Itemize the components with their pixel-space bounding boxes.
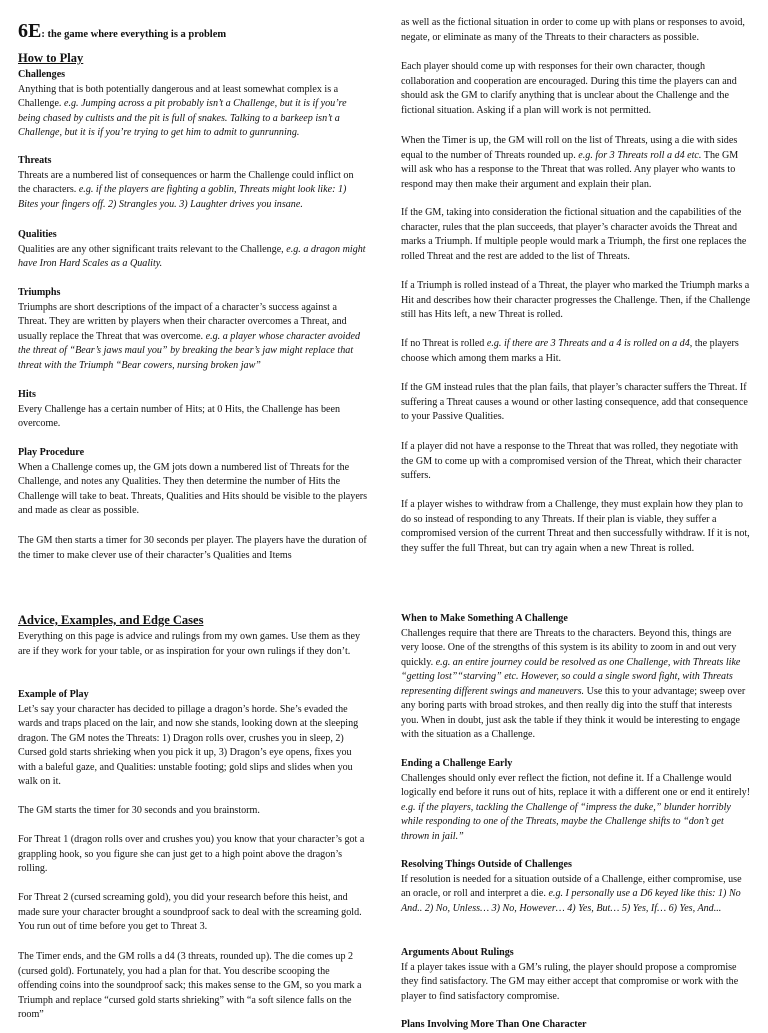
rt-p8: If a player did not have a response to the Threat that was rolled, they negotiate with the GM to come up with a compromised version of the Threat, which their character suffers.: [401, 441, 742, 481]
left-bottom-column: [18, 612, 368, 1024]
qualities-text: Qualities are any other significant traits relevant to the Challenge, e.g. a dragon might have Iron Hard Scales as a Quality.: [18, 243, 366, 269]
rt-p1: as well as the fictional situation in order to come up with plans or responses to avoid, negate, or eliminate as many of the Threats to their characters as possible.: [401, 17, 745, 43]
hits-section: [18, 388, 368, 432]
arguments-text: If a player takes issue with a GM’s ruling, the player should propose a compromise they find satisfactory. The GM may either accept that compromise or work with the player to find satisfactory compromise.: [401, 961, 739, 1002]
left-top-column: [18, 20, 368, 580]
play-procedure-heading: Play Procedure: [18, 447, 85, 458]
triumphs-heading: Triumphs: [18, 287, 61, 298]
when-text: Challenges require that there are Threats to the characters. Beyond this, things are very loose. One of the strengths of this system is its ability to zoom in and out very quickly. e.g. an entire journey could be resolved as one Challenge, with Threats like “getting lost”“starving” etc. However, so could a single sword fight, with Threats representing different swings and maneuvers. Use this to your advantage; sweep over any boring parts with broad strokes, and then really dig into the stuff that interests you. When in doubt, just ask the table if they think it would be interesting to engage with the situation as a Challenge.: [401, 627, 746, 740]
threats-section: [18, 154, 368, 212]
play-procedure-p2: The GM then starts a timer for 30 seconds per player. The players have the duration of the timer to make clever use of their character’s Qualities and Items: [18, 535, 367, 561]
rt-p2: Each player should come up with responses for their own character, though collaboration and cooperation are encouraged. During this time the players can and should ask the GM to clarify anything that is unclear about the Challenge and the fictional situation. Asking if a plan will work is not permitted.: [401, 61, 737, 116]
qualities-heading: Qualities: [18, 229, 57, 240]
qualities-section: [18, 228, 368, 272]
challenges-text: Anything that is both potentially dangerous and at least somewhat complex is a Challenge. e.g. Jumping across a pit probably isn’t a Challenge, but it is if you’re being chased by cultists and the pit is full of snakes. Talking to a barkeep isn’t a Challenge, but it is if you’re trying to get him to admit to gunrunning.: [18, 83, 347, 138]
example-p3: For Threat 1 (dragon rolls over and crushes you) you know that your character’s got a grappling hook, so you figure she can just get to a high point above the dragon’s rolling.: [18, 834, 365, 874]
ending-heading: Ending a Challenge Early: [401, 758, 513, 769]
document-header: [18, 20, 368, 43]
threats-heading: Threats: [18, 155, 52, 166]
right-bottom-column: [401, 612, 751, 1030]
hits-text: Every Challenge has a certain number of Hits; at 0 Hits, the Challenge has been overcome.: [18, 403, 341, 429]
rt-p7: If the GM instead rules that the plan fails, that player’s character suffers the Threat. If suffering a Threat causes a wound or other lasting consequence, add that consequence to your Passive Qualities.: [401, 382, 748, 422]
play-procedure-p2-block: [18, 534, 368, 563]
rt-p6: If no Threat is rolled e.g. if there are 3 Threats and a 4 is rolled on a d4, the players choose which among them marks a Hit.: [401, 338, 739, 364]
document-title: 6E: [18, 20, 42, 42]
arguments-heading: Arguments About Rulings: [401, 947, 514, 958]
advice-heading: Advice, Examples, and Edge Cases: [18, 613, 204, 627]
ending-text: Challenges should only ever reflect the fiction, not define it. If a Challenge would logically end before it runs out of hits, replace it with a different one or end it entirely! e.g. if the players, tackling the Challenge of “impress the duke,” blunder horribly while responding to one of the Threats, maybe the Challenge shifts to “don’t get thrown in jail.”: [401, 772, 751, 842]
right-top-column: [401, 16, 751, 576]
advice-intro: Everything on this page is advice and rulings from my own games. Use them as they are if they work for your table, or as inspiration for your own rulings if they don’t.: [18, 631, 360, 657]
challenges-heading: Challenges: [18, 69, 66, 80]
example-p4: For Threat 2 (cursed screaming gold), you did your research before this heist, and made sure your character brought a soundproof sack to deal with the screaming gold. You run out of time before you get to Threat 3.: [18, 892, 362, 932]
challenges-section: [18, 68, 368, 141]
hits-heading: Hits: [18, 389, 36, 400]
rt-p3: When the Timer is up, the GM will roll on the list of Threats, using a die with sides equal to the number of Threats rounded up. e.g. for 3 Threats roll a d4 etc. The GM will ask who has a response to the Threat that was rolled. Any player who wants to respond may then make their argument and explain their plan.: [401, 135, 739, 190]
threats-text: Threats are a numbered list of consequences or harm the Challenge could inflict on the characters. e.g. if the players are fighting a goblin, Threats might look like: 1) Bites your fingers off. 2) Strangles you. 3) Laughter drives you insane.: [18, 169, 354, 210]
example-of-play-heading: Example of Play: [18, 689, 89, 700]
triumphs-section: [18, 286, 368, 373]
how-to-play-heading: How to Play: [18, 51, 84, 65]
play-procedure-section: [18, 446, 368, 519]
rt-p9: If a player wishes to withdraw from a Challenge, they must explain how they plan to do so instead of responding to any Threats. If their plan is viable, they suffer a compromised version of the current Threat and then successfully withdraw. If it is not, they suffer the full Threat, but can try again when a new Threat is rolled.: [401, 499, 750, 554]
plans-heading: Plans Involving More Than One Character: [401, 1019, 587, 1030]
triumphs-text: Triumphs are short descriptions of the impact of a character’s success against a Threat. They are written by players when their character overcomes a Threat, and usually replace the Threat that was overcome. e.g. a player whose character avoided the threat of “Bear’s jaws maul you” by breaking the bear’s jaw might replace that threat with the Triumph “Bear cowers, nursing broken jaw”: [18, 301, 361, 371]
rt-p5: If a Triumph is rolled instead of a Threat, the player who marked the Triumph marks a Hit and describes how their character progresses the Challenge. Then, if the Challenge still has Hits left, a new Threat is rolled.: [401, 280, 751, 320]
when-heading: When to Make Something A Challenge: [401, 613, 568, 624]
resolving-heading: Resolving Things Outside of Challenges: [401, 859, 572, 870]
example-p1: Let’s say your character has decided to pillage a dragon’s horde. She’s evaded the wards and traps placed on the lair, and now she stands, looking down at the sleeping dragon. The GM notes the Threats: 1) Dragon rolls over, crushes you in sleep, 2) Cursed gold starts shrieking when you pick it up, 3) Dragon’s eye opens, fixes you with a baleful gaze, and Qualities: unstable footing; gold slips and slides when you walk on it.: [18, 703, 359, 787]
resolving-text: If resolution is needed for a situation outside of a Challenge, either compromise, use an oracle, or roll and interpret a die. e.g. I personally use a D6 keyed like this: 1) No And.. 2) No, Unless… 3) No, However… 4) Yes, But… 5) Yes, If… 6) Yes, And...: [401, 873, 742, 914]
play-procedure-p1: When a Challenge comes up, the GM jots down a numbered list of Threats for the Challenge, and notes any Qualities. They then determine the number of Hits the Challenge will take to beat. Threats, Qualities and Hits should be visible to the players and made as clear as possible.: [18, 461, 368, 516]
rt-p4: If the GM, taking into consideration the fictional situation and the capabilities of the character, rules that the plan succeeds, that player’s character avoids the Threat and marks a Triumph. If multiple people would mark a Triumph, the first one replaces the rolled Threat and the rest are added to the list of Threats.: [401, 207, 747, 262]
document-subtitle: : the game where everything is a problem: [41, 29, 227, 40]
example-p5: The Timer ends, and the GM rolls a d4 (3 threats, rounded up). The die comes up 2 (cursed gold). Fortunately, you had a plan for that. You describe scooping the offending coins into the soundproof sack; this makes sense to the GM, so you mark a Triumph and replace “cursed gold starts shrieking” with “a soft silence falls on the room”: [18, 951, 362, 1020]
example-p2: The GM starts the timer for 30 seconds and you brainstorm.: [18, 805, 260, 816]
